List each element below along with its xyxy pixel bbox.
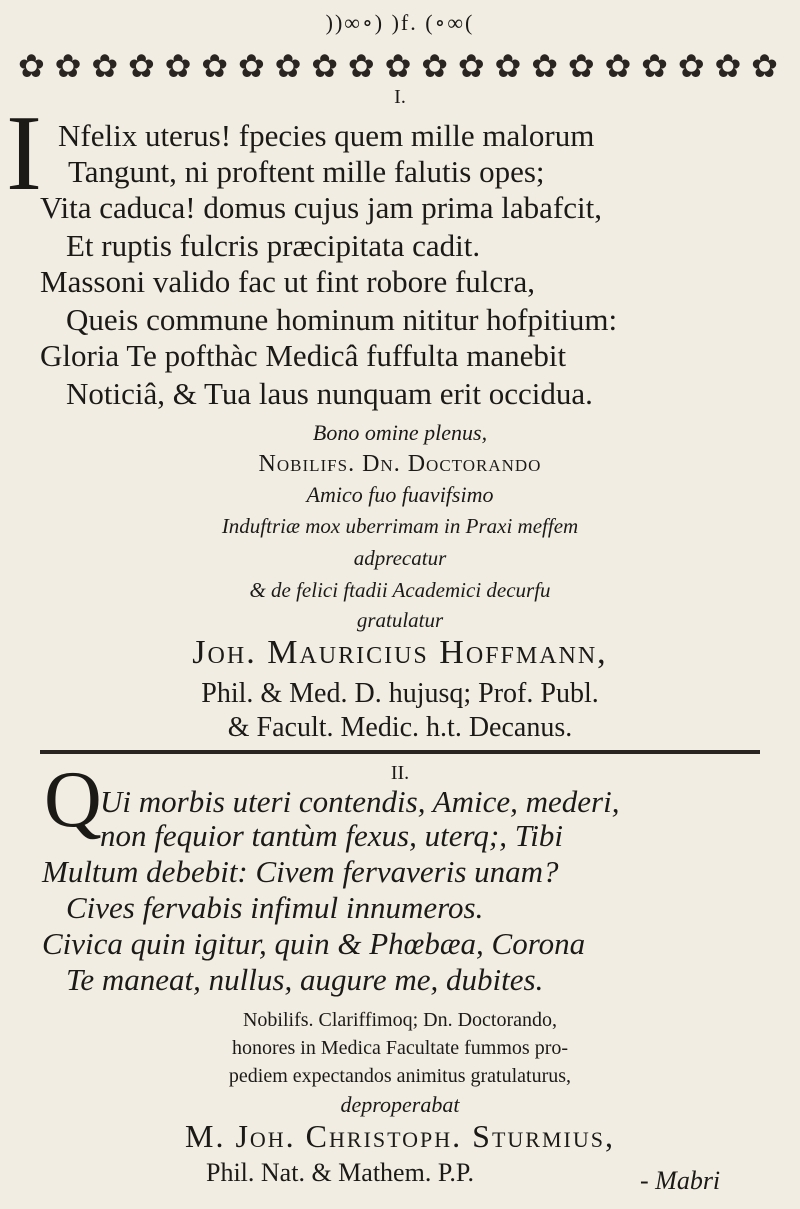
dedication-line: Nobilifs. Clariffimoq; Dn. Doctorando, bbox=[242, 1009, 558, 1031]
flower-ornament-icon: ✿ bbox=[567, 48, 595, 84]
flower-ornament-icon: ✿ bbox=[201, 48, 229, 84]
ornament-border bbox=[18, 44, 778, 88]
verse-line: Vita caduca! domus cujus jam prima labafcit, bbox=[40, 190, 602, 225]
verse-line: non fequior tantùm fexus, uterq;, Tibi bbox=[100, 818, 563, 853]
verse-line: Multum debebit: Civem fervaveris unam? bbox=[42, 854, 559, 889]
section-divider bbox=[40, 750, 760, 754]
signature-mark: ))∞∘) )f. (∘∞( bbox=[325, 10, 475, 35]
author-name: M. Joh. Christoph. Sturmius, bbox=[184, 1118, 615, 1154]
dedication-line: & de felici ftadii Academici decurfu bbox=[249, 578, 551, 602]
dedication-line: gratulatur bbox=[356, 608, 444, 632]
flower-ornament-icon: ✿ bbox=[347, 48, 375, 84]
drop-initial: I bbox=[6, 94, 42, 213]
author-name: Joh. Mauricius Hoffmann, bbox=[192, 634, 608, 671]
flower-ornament-icon: ✿ bbox=[127, 48, 155, 84]
flower-ornament-icon: ✿ bbox=[384, 48, 412, 84]
dedication-line: honores in Medica Facultate fummos pro- bbox=[231, 1037, 569, 1059]
flower-ornament-icon: ✿ bbox=[274, 48, 302, 84]
flower-ornament-icon: ✿ bbox=[677, 48, 705, 84]
flower-ornament-icon: ✿ bbox=[91, 48, 119, 84]
verse-line: Gloria Te pofthàc Medicâ fuffulta manebit bbox=[40, 338, 567, 373]
flower-ornament-icon: ✿ bbox=[531, 48, 558, 84]
author-title: Phil. Nat. & Mathem. P.P. bbox=[206, 1158, 474, 1187]
flower-ornament-icon: ✿ bbox=[457, 48, 485, 84]
dedication-line: Amico fuo fuavifsimo bbox=[306, 482, 494, 507]
dedication-line: Nobilifs. Dn. Doctorando bbox=[258, 451, 542, 477]
author-title: Phil. & Med. D. hujusq; Prof. Publ. bbox=[201, 678, 599, 709]
dedication-line: adprecatur bbox=[353, 546, 447, 570]
poem-number: I. bbox=[394, 86, 406, 108]
flower-ornament-icon: ✿ bbox=[641, 48, 668, 84]
flower-ornament-icon: ✿ bbox=[18, 48, 45, 84]
verse-line: Ui morbis uteri contendis, Amice, mederi, bbox=[100, 784, 620, 819]
verse-line: Te maneat, nullus, augure me, dubites. bbox=[66, 962, 544, 997]
dedication-line: Bono omine plenus, bbox=[312, 420, 488, 445]
dedication-line: Induftriæ mox uberrimam in Praxi meffem bbox=[221, 514, 579, 538]
verse-line: Massoni valido fac ut fint robore fulcra, bbox=[40, 264, 535, 299]
drop-initial: Q bbox=[44, 756, 102, 844]
flower-ornament-icon: ✿ bbox=[604, 48, 632, 84]
flower-ornament-icon: ✿ bbox=[54, 48, 82, 84]
verse-line: Nfelix uterus! fpecies quem mille malorum bbox=[58, 118, 595, 153]
author-title: & Facult. Medic. h.t. Decanus. bbox=[227, 712, 573, 743]
flower-ornament-icon: ✿ bbox=[237, 48, 265, 84]
catchword: - Mabri bbox=[640, 1166, 721, 1195]
flower-ornament-icon: ✿ bbox=[164, 48, 192, 84]
dedication-line: deproperabat bbox=[340, 1092, 460, 1117]
flower-ornament-icon: ✿ bbox=[494, 48, 522, 84]
verse-line: Civica quin igitur, quin & Phœbæa, Corona bbox=[42, 926, 586, 961]
flower-ornament-icon: ✿ bbox=[311, 48, 339, 84]
verse-line: Cives fervabis infimul innumeros. bbox=[66, 890, 484, 925]
verse-line: Noticiâ, & Tua laus nunquam erit occidua. bbox=[66, 376, 593, 411]
poem-number: II. bbox=[390, 762, 410, 784]
flower-ornament-icon: ✿ bbox=[714, 48, 742, 84]
verse-line: Queis commune hominum nititur hofpitium: bbox=[66, 302, 618, 337]
flower-ornament-icon: ✿ bbox=[751, 48, 778, 84]
verse-line: Tangunt, ni proftent mille falutis opes; bbox=[68, 154, 545, 189]
flower-ornament-icon: ✿ bbox=[421, 48, 449, 84]
verse-line: Et ruptis fulcris præcipitata cadit. bbox=[66, 228, 481, 263]
dedication-line: pediem expectandos animitus gratulaturus, bbox=[228, 1065, 572, 1087]
